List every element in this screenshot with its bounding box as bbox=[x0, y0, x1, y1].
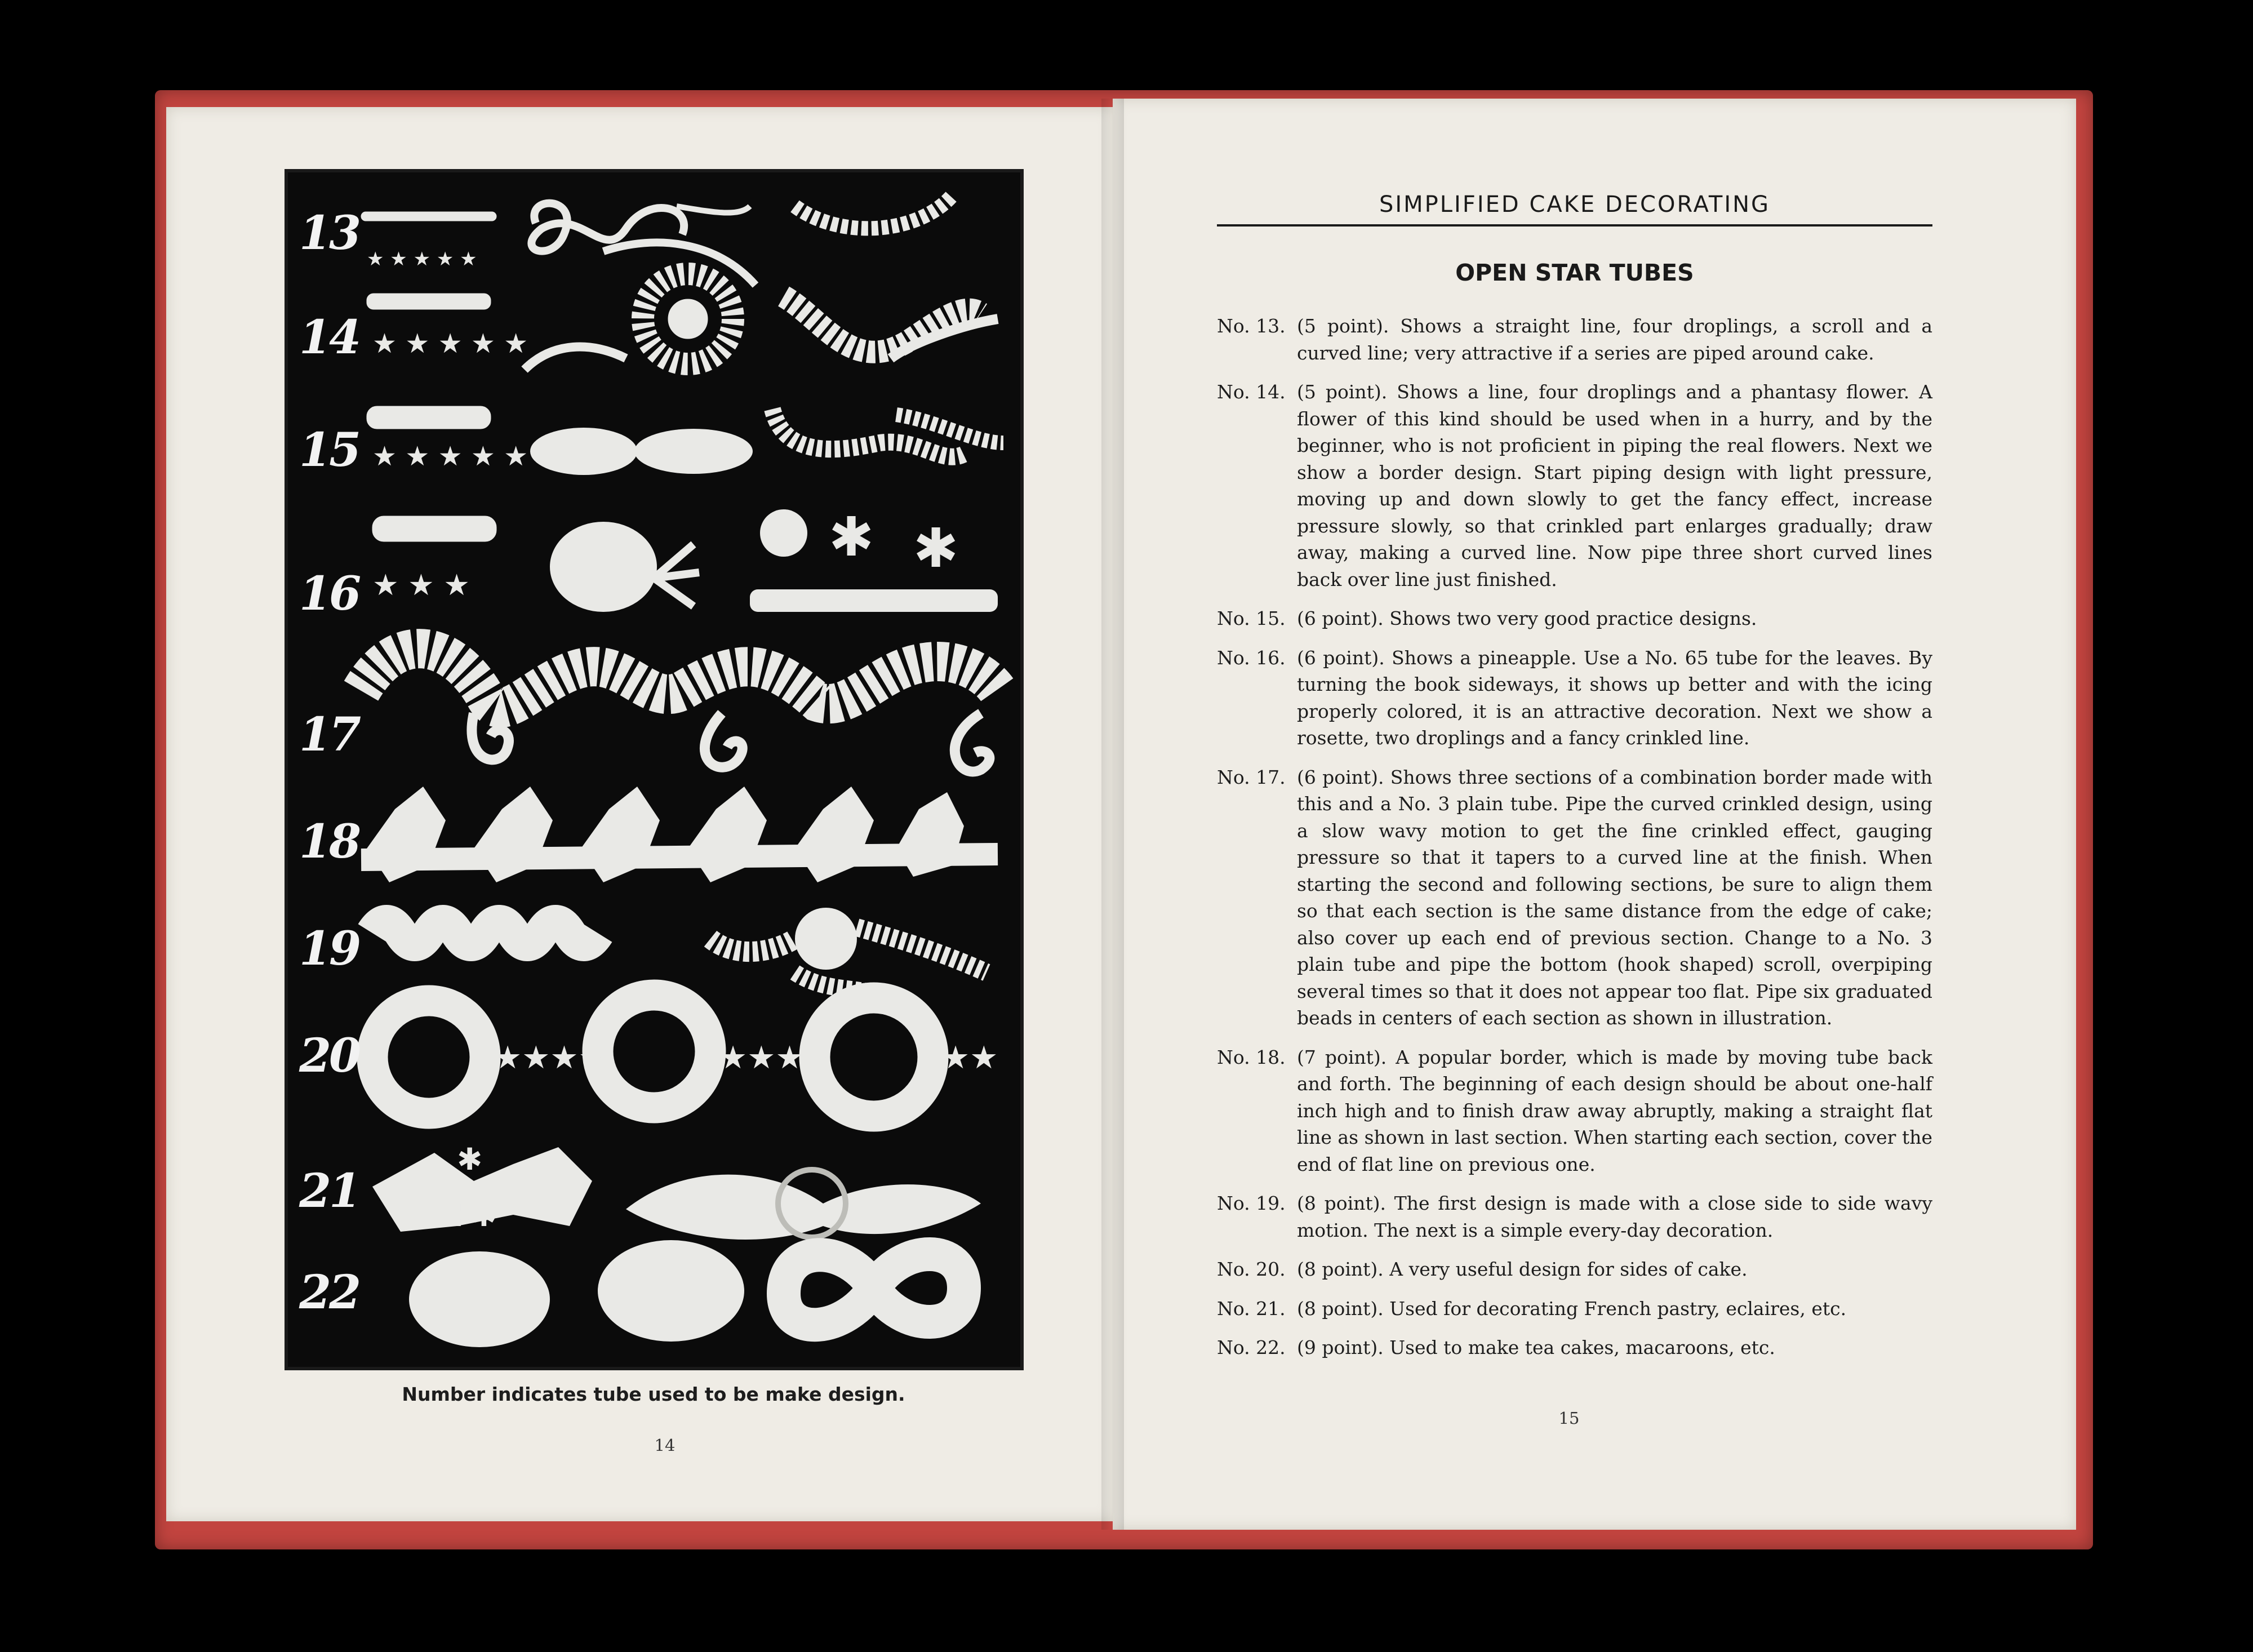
icing-designs-illustration bbox=[288, 172, 1020, 1367]
section-title: OPEN STAR TUBES bbox=[1455, 259, 1694, 286]
piping-designs-photo bbox=[285, 169, 1024, 1370]
entry-no-14 bbox=[1217, 379, 1932, 593]
svg-text:✱: ✱ bbox=[457, 1142, 483, 1177]
entry-number: No. 22. bbox=[1217, 1336, 1286, 1358]
entry-text: (8 point). The first design is made with a close side to side wavy motion. The next is a simple every-day decoration. bbox=[1297, 1192, 1932, 1241]
svg-text:★★: ★★ bbox=[941, 1040, 998, 1076]
book-spine bbox=[1101, 99, 1124, 1530]
entry-number: No. 18. bbox=[1217, 1046, 1286, 1068]
entry-text: (9 point). Used to make tea cakes, macaroons, etc. bbox=[1297, 1336, 1775, 1358]
entry-number: No. 13. bbox=[1217, 315, 1286, 337]
entry-no-22 bbox=[1217, 1334, 1932, 1361]
tube-number-19: 19 bbox=[299, 922, 359, 976]
page-number-right: 15 bbox=[1558, 1409, 1580, 1428]
entry-text: (7 point). A popular border, which is made by moving tube back and forth. The beginning of each design should be about one-half inch high and to finish draw away abruptly, making a straight flat line as shown in last section. When starting each section, cover the end of flat line on previous one. bbox=[1297, 1046, 1932, 1175]
tube-number-18: 18 bbox=[299, 815, 359, 869]
tube-number-22: 22 bbox=[299, 1265, 359, 1320]
entry-text: (5 point). Shows a straight line, four droplings, a scroll and a curved line; very attractive if a series are piped around cake. bbox=[1297, 315, 1932, 364]
svg-text:✱✱: ✱✱ bbox=[446, 1198, 497, 1233]
tube-number-14: 14 bbox=[299, 310, 359, 365]
entry-text: (6 point). Shows two very good practice designs. bbox=[1297, 607, 1757, 629]
entry-text: (8 point). Used for decorating French pastry, eclaires, etc. bbox=[1297, 1297, 1847, 1320]
tube-descriptions bbox=[1217, 313, 1932, 1374]
entry-no-13 bbox=[1217, 313, 1932, 366]
entry-no-19 bbox=[1217, 1190, 1932, 1244]
tube-number-17: 17 bbox=[299, 708, 359, 762]
svg-text:✱: ✱ bbox=[829, 505, 874, 569]
svg-text:★★★★: ★★★★ bbox=[719, 1040, 832, 1076]
tube-number-13: 13 bbox=[299, 206, 359, 260]
entry-no-15 bbox=[1217, 605, 1932, 632]
entry-no-20 bbox=[1217, 1256, 1932, 1283]
header-rule bbox=[1217, 224, 1932, 227]
page-number-left: 14 bbox=[654, 1436, 676, 1455]
svg-text:★ ★ ★: ★ ★ ★ bbox=[372, 569, 470, 602]
entry-no-21 bbox=[1217, 1295, 1932, 1322]
entry-text: (5 point). Shows a line, four droplings and a phantasy flower. A flower of this kind should be used when in a hurry, and by the beginner, who is not proficient in piping the real flowers. Next we show a border design. Start piping design with light pressure, moving up and down slowly to get the fancy effect, increase pressure slowly, so that crinkled part enlarges gradually; draw away, making a curved line. Now pipe three short curved lines back over line just finished. bbox=[1297, 381, 1932, 590]
entry-no-18 bbox=[1217, 1044, 1932, 1178]
svg-text:✱: ✱ bbox=[913, 517, 959, 580]
entry-number: No. 21. bbox=[1217, 1297, 1286, 1320]
entry-number: No. 15. bbox=[1217, 607, 1286, 629]
entry-number: No. 20. bbox=[1217, 1258, 1286, 1280]
tube-number-20: 20 bbox=[299, 1029, 359, 1083]
svg-text:★ ★ ★ ★ ★: ★ ★ ★ ★ ★ bbox=[367, 248, 477, 270]
svg-text:★ ★ ★ ★ ★: ★ ★ ★ ★ ★ bbox=[372, 441, 528, 472]
entry-number: No. 14. bbox=[1217, 381, 1286, 403]
entry-text: (8 point). A very useful design for sides of cake. bbox=[1297, 1258, 1748, 1280]
svg-text:★ ★ ★ ★ ★: ★ ★ ★ ★ ★ bbox=[372, 328, 528, 359]
entry-text: (6 point). Shows a pineapple. Use a No. 65 tube for the leaves. By turning the book sideways, it shows up better and with the icing properly colored, it is an attractive decoration. Next we show a rosette, two droplings and a fancy crinkled line. bbox=[1297, 646, 1932, 749]
entry-no-17 bbox=[1217, 764, 1932, 1032]
tube-number-16: 16 bbox=[299, 567, 359, 621]
svg-text:★★★★: ★★★★ bbox=[494, 1040, 607, 1076]
entry-text: (6 point). Shows three sections of a combination border made with this and a No. 3 plain tube. Pipe the curved crinkled design, using a slow wavy motion to get the fine crinkled effect, gauging pressure so that it tapers to a curved line at the finish. When starting the second and following sections, be sure to align them so that each section is the same distance from the edge of cake; also cover up each end of previous section. Change to a No. 3 plain tube and pipe the bottom (hook shaped) scroll, overpiping several times so that it does not appear too flat. Pipe six graduated beads in centers of each section as shown in illustration. bbox=[1297, 766, 1932, 1029]
tube-number-15: 15 bbox=[299, 423, 359, 477]
entry-number: No. 16. bbox=[1217, 646, 1286, 669]
entry-number: No. 17. bbox=[1217, 766, 1286, 788]
running-head: SIMPLIFIED CAKE DECORATING bbox=[1379, 192, 1771, 217]
photo-caption: Number indicates tube used to be make design. bbox=[402, 1383, 905, 1405]
tube-number-21: 21 bbox=[299, 1164, 359, 1218]
entry-number: No. 19. bbox=[1217, 1192, 1286, 1214]
entry-no-16 bbox=[1217, 645, 1932, 752]
